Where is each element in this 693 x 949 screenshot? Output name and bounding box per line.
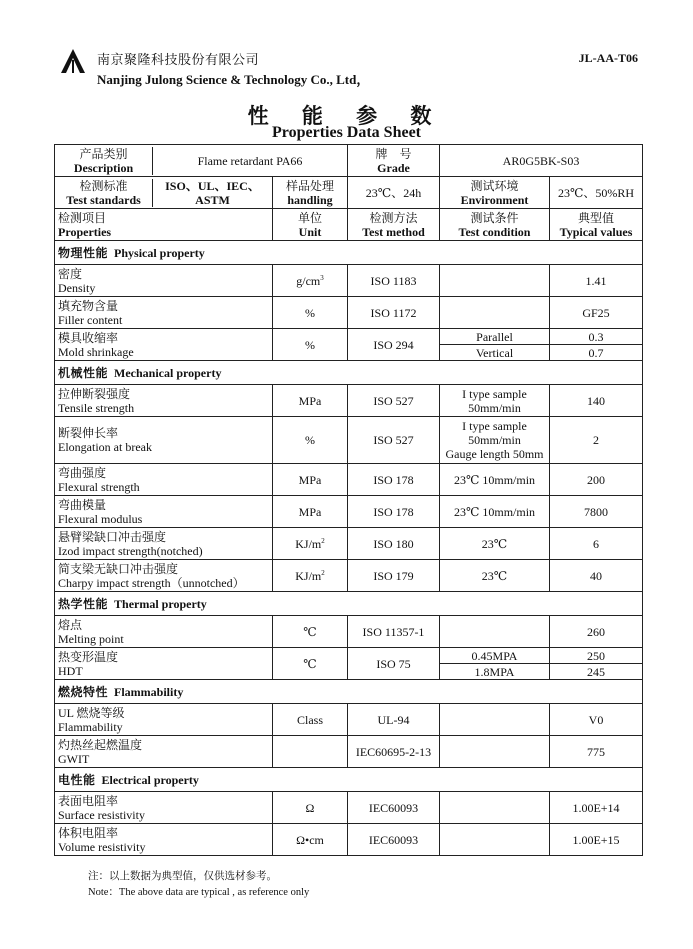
unit-cell: Ω•cm — [273, 824, 348, 856]
property-cn: 拉伸断裂强度 — [58, 386, 131, 401]
col-typical-cn: 典型值 — [577, 210, 614, 225]
unit-cell: ℃ — [273, 616, 348, 648]
company-name-cn: 南京聚隆科技股份有限公司 — [97, 52, 260, 67]
condition-cell — [440, 297, 550, 329]
value-cell: V0 — [550, 704, 643, 736]
environment-value: 23℃、50%RH — [550, 177, 643, 209]
value-cell: 250 — [550, 648, 643, 664]
unit-cell: % — [273, 329, 348, 361]
unit-cell: % — [273, 417, 348, 464]
unit-cell: % — [273, 297, 348, 329]
document-code: JL-AA-T06 — [578, 51, 638, 65]
method-cell: ISO 11357-1 — [348, 616, 440, 648]
table-row — [55, 265, 643, 297]
method-cell: ISO 527 — [348, 417, 440, 464]
table-row — [55, 616, 643, 648]
method-cell: UL-94 — [348, 704, 440, 736]
value-cell: GF25 — [550, 297, 643, 329]
col-properties-en: Properties — [58, 224, 112, 239]
unit-cell: Ω — [273, 792, 348, 824]
property-cn: 灼热丝起燃温度 — [58, 737, 143, 752]
section-mechanical — [55, 361, 643, 385]
section-thermal — [55, 592, 643, 616]
method-cell: ISO 527 — [348, 385, 440, 417]
property-cn: 熔点 — [58, 617, 83, 632]
method-cell: IEC60093 — [348, 792, 440, 824]
condition-cell — [440, 616, 550, 648]
section-electrical-en: Electrical property — [101, 772, 199, 787]
environment-label-en: Environment — [460, 192, 529, 207]
condition-cell: 0.45MPA — [440, 648, 550, 664]
standards-label-cn: 检测标准 — [79, 178, 128, 193]
method-cell: ISO 75 — [348, 648, 440, 680]
property-cn: 热变形温度 — [58, 649, 119, 664]
table-row — [55, 297, 643, 329]
condition-cell: Vertical — [440, 345, 550, 361]
property-en: Elongation at break — [58, 440, 152, 454]
environment-label-cn: 测试环境 — [470, 178, 519, 193]
col-condition-en: Test condition — [458, 224, 531, 239]
value-cell: 1.00E+15 — [550, 824, 643, 856]
col-typical-en: Typical values — [559, 224, 633, 239]
property-cn: 填充物含量 — [58, 298, 119, 313]
condition-cell: 23℃ 10mm/min — [440, 496, 550, 528]
property-en: Flexural modulus — [58, 511, 143, 526]
note-cn: 注：以上数据为典型值，仅供选材参考。 — [88, 871, 277, 882]
property-en: Flexural strength — [58, 479, 140, 494]
value-cell: 7800 — [550, 496, 643, 528]
table-row — [55, 464, 643, 496]
julong-logo-icon — [58, 47, 88, 75]
property-cn: 模具收缩率 — [58, 330, 119, 345]
value-cell: 40 — [550, 560, 643, 592]
property-en: Mold shrinkage — [58, 344, 134, 359]
value-cell: 140 — [550, 385, 643, 417]
col-typical — [550, 209, 643, 241]
title-en: Properties Data Sheet — [272, 124, 421, 141]
description-row — [55, 145, 643, 177]
condition-cell — [440, 704, 550, 736]
unit-cell: Class — [273, 704, 348, 736]
property-cn: 简支梁无缺口冲击强度 — [58, 561, 179, 576]
value-cell: 1.00E+14 — [550, 792, 643, 824]
condition-line: I type sample — [462, 386, 527, 401]
col-method-cn: 检测方法 — [369, 210, 418, 225]
condition-cell: 1.8MPA — [440, 664, 550, 680]
note-en: Note：The above data are typical , as reference only — [88, 887, 310, 898]
condition-cell — [440, 736, 550, 768]
unit-sup: 2 — [321, 536, 325, 545]
table-row — [55, 704, 643, 736]
col-condition-cn: 测试条件 — [470, 210, 519, 225]
section-mechanical-en: Mechanical property — [114, 365, 222, 380]
environment-label — [440, 177, 550, 209]
grade-label-cn: 牌 号 — [375, 146, 412, 161]
condition-cell: 23℃ 10mm/min — [440, 464, 550, 496]
standards-label-en: Test standards — [66, 192, 141, 207]
grade-label — [348, 145, 440, 177]
description-value: Flame retardant PA66 — [197, 153, 303, 168]
section-physical — [55, 241, 643, 265]
unit-sup: 3 — [320, 273, 324, 282]
grade-value: AR0G5BK-S03 — [440, 145, 643, 177]
col-unit-en: Unit — [298, 224, 322, 239]
unit-cell — [273, 265, 348, 297]
property-en: GWIT — [58, 751, 90, 766]
value-cell: 260 — [550, 616, 643, 648]
handling-value: 23℃、24h — [348, 177, 440, 209]
method-cell: ISO 178 — [348, 464, 440, 496]
property-en: Flammability — [58, 719, 123, 734]
value-cell: 6 — [550, 528, 643, 560]
property-en: Charpy impact strength（unnotched） — [58, 575, 245, 590]
value-cell: 200 — [550, 464, 643, 496]
standards-value: ISO、UL、IEC、ASTM — [165, 178, 260, 207]
unit-cell: MPa — [273, 464, 348, 496]
col-unit — [273, 209, 348, 241]
properties-table — [54, 144, 643, 856]
method-cell: ISO 294 — [348, 329, 440, 361]
unit-cell — [273, 560, 348, 592]
property-cn: UL 燃烧等级 — [58, 705, 125, 720]
property-en: Surface resistivity — [58, 807, 145, 822]
property-en: HDT — [58, 663, 83, 678]
method-cell: ISO 179 — [348, 560, 440, 592]
property-en: Melting point — [58, 631, 124, 646]
unit-cell: ℃ — [273, 648, 348, 680]
table-row — [55, 560, 643, 592]
section-physical-en: Physical property — [114, 245, 205, 260]
method-cell: ISO 180 — [348, 528, 440, 560]
unit-base: KJ/m — [295, 568, 322, 583]
unit-cell: MPa — [273, 385, 348, 417]
section-physical-cn: 物理性能 — [58, 245, 109, 260]
property-en: Volume resistivity — [58, 839, 146, 854]
condition-cell: 23℃ — [440, 528, 550, 560]
description-label-en: Description — [73, 160, 134, 175]
value-cell: 0.7 — [550, 345, 643, 361]
section-flammability — [55, 680, 643, 704]
standards-cell — [55, 177, 273, 209]
col-method — [348, 209, 440, 241]
method-cell: ISO 178 — [348, 496, 440, 528]
condition-line: 50mm/min — [468, 400, 521, 415]
property-cn: 断裂伸长率 — [58, 426, 119, 440]
property-cn: 密度 — [58, 266, 83, 281]
value-cell: 0.3 — [550, 329, 643, 345]
value-cell: 775 — [550, 736, 643, 768]
condition-cell: Parallel — [440, 329, 550, 345]
method-cell: ISO 1172 — [348, 297, 440, 329]
table-row — [55, 496, 643, 528]
title-cn: 性 能 参 数 — [247, 104, 446, 128]
unit-cell — [273, 528, 348, 560]
value-cell: 1.41 — [550, 265, 643, 297]
property-cn: 体积电阻率 — [58, 825, 119, 840]
condition-line: 50mm/min — [468, 433, 521, 447]
unit-cell — [273, 736, 348, 768]
description-label — [55, 145, 348, 177]
condition-cell — [440, 824, 550, 856]
table-row — [55, 648, 643, 664]
col-properties — [55, 209, 273, 241]
condition-cell: 23℃ — [440, 560, 550, 592]
table-row — [55, 417, 643, 464]
table-row — [55, 385, 643, 417]
col-properties-cn: 检测项目 — [58, 210, 107, 225]
col-unit-cn: 单位 — [297, 210, 322, 225]
condition-line: Gauge length 50mm — [445, 447, 544, 461]
col-condition — [440, 209, 550, 241]
unit-base: g/cm — [296, 273, 321, 288]
table-row — [55, 792, 643, 824]
condition-cell — [440, 265, 550, 297]
col-method-en: Test method — [362, 224, 425, 239]
section-electrical-cn: 电性能 — [58, 772, 96, 787]
property-en: Density — [58, 280, 96, 295]
handling-label-en: handling — [287, 192, 333, 207]
table-row — [55, 528, 643, 560]
section-flammability-en: Flammability — [114, 684, 184, 699]
section-thermal-en: Thermal property — [114, 596, 207, 611]
method-cell: IEC60695-2-13 — [348, 736, 440, 768]
handling-label-cn: 样品处理 — [285, 178, 334, 193]
handling-label — [273, 177, 348, 209]
unit-sup: 2 — [321, 568, 325, 577]
column-header-row — [55, 209, 643, 241]
condition-cell — [440, 792, 550, 824]
property-en: Tensile strength — [58, 400, 135, 415]
property-cn: 弯曲模量 — [58, 497, 107, 512]
table-row — [55, 329, 643, 345]
property-cn: 表面电阻率 — [58, 793, 119, 808]
unit-base: KJ/m — [295, 536, 322, 551]
method-cell: ISO 1183 — [348, 265, 440, 297]
table-row — [55, 736, 643, 768]
grade-label-en: Grade — [377, 160, 410, 175]
section-mechanical-cn: 机械性能 — [58, 365, 109, 380]
company-name-en: Nanjing Julong Science & Technology Co., Ltd， — [97, 72, 370, 87]
value-cell: 245 — [550, 664, 643, 680]
condition-cell — [440, 385, 550, 417]
method-cell: IEC60093 — [348, 824, 440, 856]
condition-line: I type sample — [462, 419, 527, 433]
standards-row — [55, 177, 643, 209]
description-label-cn: 产品类别 — [79, 146, 128, 161]
section-flammability-cn: 燃烧特性 — [58, 684, 109, 699]
value-cell: 2 — [550, 417, 643, 464]
property-cn: 弯曲强度 — [58, 465, 107, 480]
condition-cell — [440, 417, 550, 464]
section-electrical — [55, 768, 643, 792]
property-en: Izod impact strength(notched) — [58, 543, 203, 558]
unit-cell: MPa — [273, 496, 348, 528]
property-cn: 悬臂梁缺口冲击强度 — [58, 529, 167, 544]
property-en: Filler content — [58, 312, 123, 327]
table-row — [55, 824, 643, 856]
section-thermal-cn: 热学性能 — [58, 596, 109, 611]
